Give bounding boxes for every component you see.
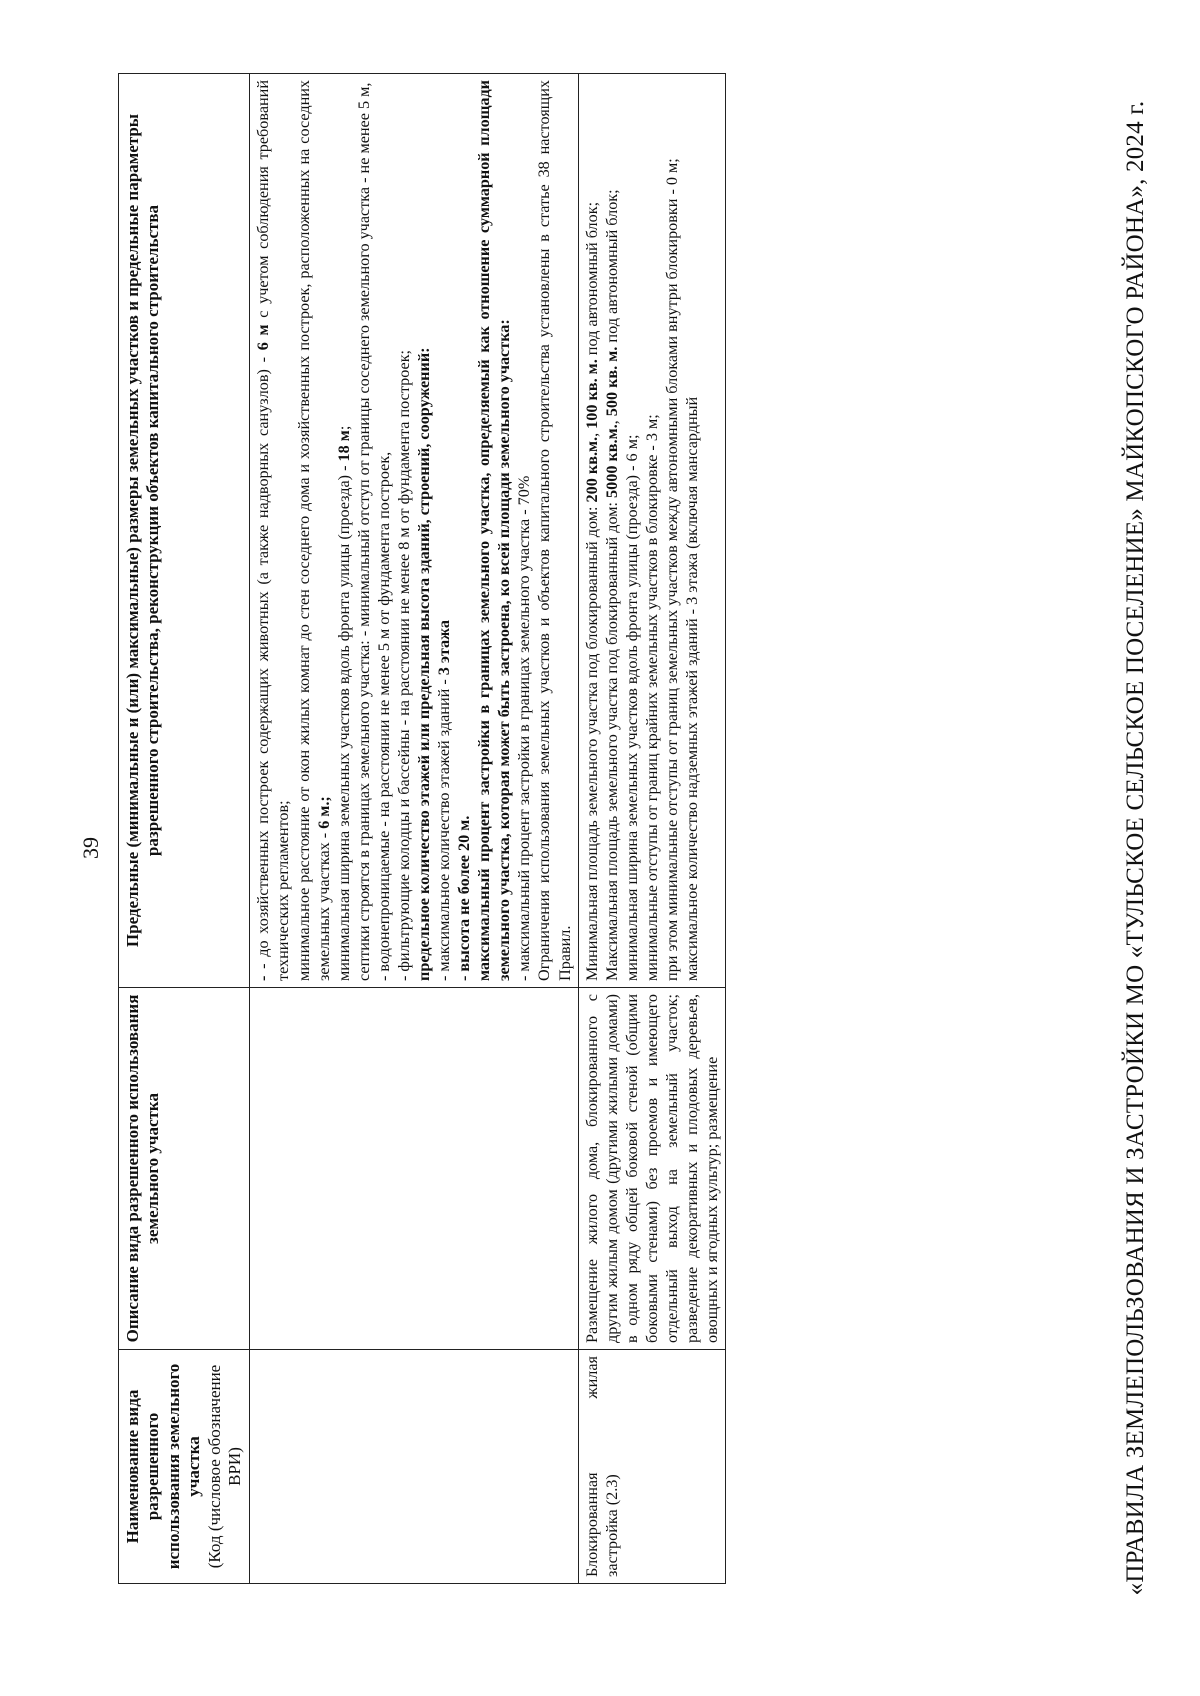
header-limit-parameters: Предельные (минимальные и (или) максимальные) размеры земельных участков и предельные параметры разрешенного строительства, реконструкции объектов капитального строительства: [119, 74, 250, 988]
header-vri-name-main: Наименование вида разрешенного использования земельного участка: [123, 1363, 204, 1570]
param-line: - водонепроницаемые - на расстоянии не менее 5 м от фундамента построек,: [374, 451, 393, 981]
row1-parameters-cell: [250, 74, 578, 988]
regulations-table: [118, 73, 726, 1584]
param-heading: предельное количество этажей или предельная высота зданий, строений, сооружений:: [414, 347, 433, 981]
table-row: [578, 74, 726, 1584]
param-line: минимальная ширина земельных участков вдоль фронта улицы (проезда) - 6 м;: [622, 434, 641, 981]
header-vri-description: Описание вида разрешенного использования земельного участка: [119, 988, 250, 1350]
param-line: максимальное количество надземных этажей зданий - 3 этажа (включая мансардный: [682, 396, 701, 981]
table-header-row: [119, 74, 250, 1584]
param-line: Минимальная площадь земельного участка под блокированный дом: 200 кв.м., 100 кв. м. под автономный блок;: [582, 201, 601, 981]
header-vri-code: (Код (числовое обозначение ВРИ): [204, 1364, 244, 1569]
param-line: Максимальная площадь земельного участка под блокированный дом: 5000 кв.м., 500 кв. м. под автономный блок;: [602, 189, 621, 981]
param-line: минимальное расстояние от окон жилых комнат до стен соседнего дома и хозяйственных построек, расположенных на соседних земельных участках - 6 м.;: [294, 80, 333, 981]
param-heading: максимальный процент застройки в границах земельного участка, определяемый как отношение суммарной площади земельного участка, которая может быть застроена, ко всей площади земельного участка:: [475, 80, 514, 981]
param-line: минимальная ширина земельных участков вдоль фронта улицы (проезда) - 18 м;: [334, 425, 353, 981]
param-line: - максимальное количество этажей зданий - 3 этажа: [435, 620, 454, 981]
row1-name-cell: [250, 1350, 578, 1584]
param-line: - фильтрующие колодцы и бассейны - на расстоянии не менее 8 м от фундамента построек;: [394, 349, 413, 981]
param-line: септики строятся в границах земельного участка: - минимальный отступ от границы соседнего земельного участка - не менее 5 м,: [354, 82, 373, 981]
header-vri-name: [119, 1350, 250, 1584]
row2-description-cell: Размещение жилого дома, блокированного с другим жилым домом (другими жилыми домами) в одном ряду общей боковой стеной (общими боковыми стенами) без проемов и имеющего отдельный выход на земельный участок; разведение декоративных и плодовых деревьев, овощных и ягодных культур; размещение: [578, 988, 726, 1350]
row2-name-cell: Блокированная жилая застройка (2.3): [578, 1350, 726, 1584]
param-line: при этом минимальные отступы от границ земельных участков между автономными блоками внутри блокировки - 0 м;: [662, 158, 681, 981]
param-line: - - до хозяйственных построек содержащих животных (а также надворных санузлов) - 6 м с учетом соблюдения требований технических регламентов;: [254, 80, 293, 981]
page-number: 39: [78, 837, 103, 859]
param-line: минимальные отступы от границ крайних земельных участков в блокировке - 3 м;: [642, 414, 661, 981]
table-row: [250, 74, 578, 1584]
row1-description-cell: [250, 988, 578, 1350]
param-line: - высота не более 20 м.: [455, 815, 474, 981]
param-line: - максимальный процент застройки в границах земельного участка - 70%: [515, 475, 534, 981]
row2-parameters-cell: [578, 74, 726, 988]
param-line: Ограничения использования земельных участков и объектов капитального строительства установлены в статье 38 настоящих Правил.: [535, 80, 574, 981]
document-footer: «ПРАВИЛА ЗЕМЛЕПОЛЬЗОВАНИЯ И ЗАСТРОЙКИ МО «ТУЛЬСКОЕ СЕЛЬСКОЕ ПОСЕЛЕНИЕ» МАЙКОПСКОГО РАЙОНА», 2024 г.: [1122, 100, 1149, 1596]
